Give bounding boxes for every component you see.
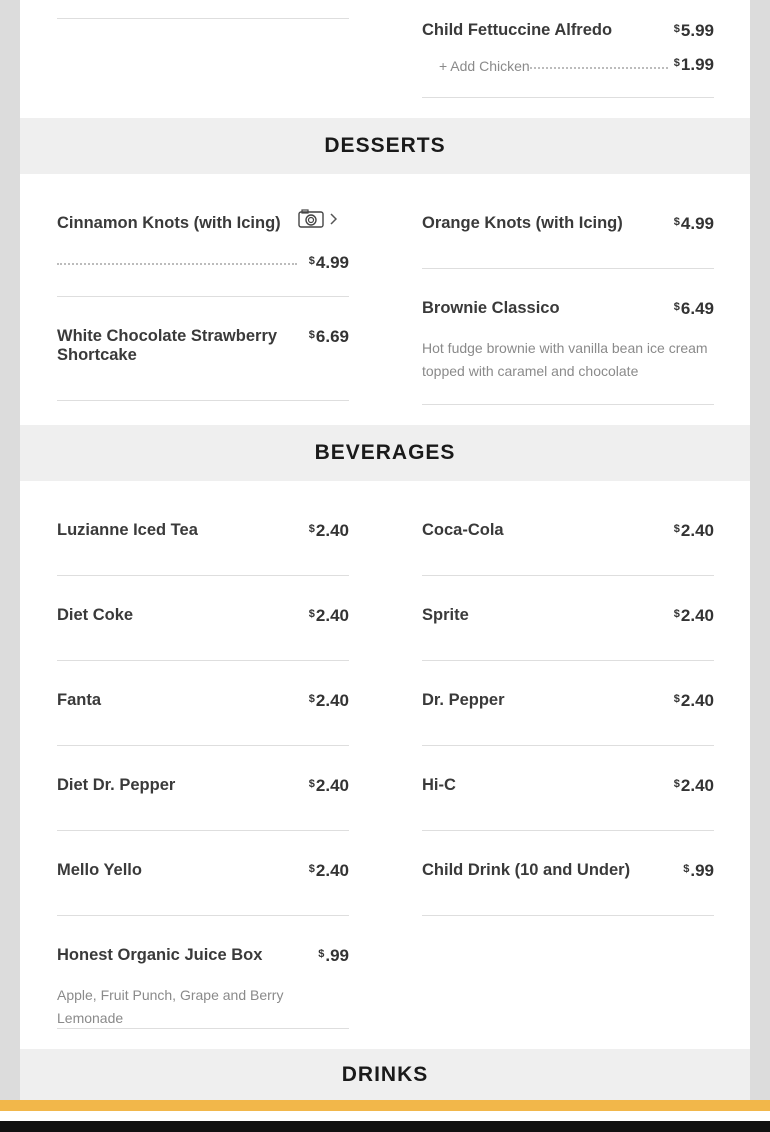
item-price: $2.40 (673, 521, 714, 540)
menu-item-brownie-classico[interactable] (422, 299, 714, 379)
section-header-beverages: BEVERAGES (20, 425, 750, 481)
item-name-line1: White Chocolate Strawberry (57, 327, 278, 345)
dot-leader (57, 263, 297, 265)
divider (422, 660, 714, 661)
item-price: $2.40 (308, 521, 349, 540)
item-name: Child Fettuccine Alfredo (422, 21, 613, 39)
item-name: Dr. Pepper (422, 691, 505, 709)
divider (57, 1028, 349, 1029)
item-price: $2.40 (308, 606, 349, 625)
item-price: $2.40 (308, 776, 349, 795)
menu-item-fanta[interactable] (57, 691, 349, 713)
section-header-drinks: DRINKS (20, 1049, 750, 1100)
item-price: $6.49 (673, 299, 714, 318)
divider (57, 18, 349, 19)
item-description: Apple, Fruit Punch, Grape and Berry Lemonade (57, 987, 284, 1026)
dot-leader (530, 67, 668, 69)
menu-item-sprite[interactable] (422, 606, 714, 628)
item-name: Honest Organic Juice Box (57, 946, 263, 964)
divider (422, 830, 714, 831)
item-name: Fanta (57, 691, 102, 709)
divider (422, 97, 714, 98)
item-name: Diet Coke (57, 606, 134, 624)
menu-item-dr-pepper[interactable] (422, 691, 714, 713)
item-name: Sprite (422, 606, 469, 624)
item-name: Orange Knots (with Icing) (422, 214, 623, 232)
item-price: $2.40 (673, 776, 714, 795)
menu-item-coca-cola[interactable] (422, 521, 714, 543)
item-name: Child Drink (10 and Under) (422, 861, 631, 879)
item-price: $2.40 (308, 691, 349, 710)
footer-bar (0, 1121, 770, 1132)
chevron-right-icon[interactable] (329, 213, 337, 225)
item-name: Cinnamon Knots (with Icing) (57, 214, 281, 232)
camera-icon[interactable] (298, 209, 324, 228)
menu-item-white-choc-shortcake[interactable] (57, 327, 349, 367)
menu-item-hi-c[interactable] (422, 776, 714, 798)
menu-item-honest-juice-box[interactable] (57, 946, 349, 1026)
divider (422, 575, 714, 576)
item-price: $2.40 (673, 691, 714, 710)
item-price: $5.99 (673, 21, 714, 40)
divider (422, 404, 714, 405)
divider (422, 915, 714, 916)
divider (57, 400, 349, 401)
item-price: $2.40 (673, 606, 714, 625)
menu-item-luzianne-iced-tea[interactable] (57, 521, 349, 543)
divider (57, 296, 349, 297)
divider (422, 745, 714, 746)
item-price: $.99 (683, 861, 714, 880)
accent-stripe (0, 1100, 770, 1111)
divider (57, 660, 349, 661)
menu-item-orange-knots[interactable] (422, 214, 714, 244)
item-price: $2.40 (308, 861, 349, 880)
menu-item-diet-coke[interactable] (57, 606, 349, 628)
item-description-line2: topped with caramel and chocolate (422, 363, 639, 379)
divider (422, 268, 714, 269)
item-name: Coca-Cola (422, 521, 504, 539)
divider (57, 575, 349, 576)
section-header-desserts: DESSERTS (20, 118, 750, 174)
addon-price: $1.99 (673, 55, 714, 74)
divider (57, 745, 349, 746)
item-price: $4.99 (308, 253, 349, 272)
item-name: Brownie Classico (422, 299, 560, 317)
divider (57, 830, 349, 831)
item-name: Mello Yello (57, 861, 142, 879)
item-name: Diet Dr. Pepper (57, 776, 176, 794)
addon-label[interactable]: + Add Chicken (439, 58, 530, 74)
menu-item-cinnamon-knots[interactable] (57, 214, 349, 274)
menu-page (20, 0, 750, 1100)
divider (57, 915, 349, 916)
item-price: $4.99 (673, 214, 714, 233)
item-name: Hi-C (422, 776, 456, 794)
item-price: $.99 (318, 946, 349, 965)
item-name-line2: Shortcake (57, 346, 137, 364)
item-description-line1: Hot fudge brownie with vanilla bean ice cream (422, 340, 708, 356)
menu-item-diet-dr-pepper[interactable] (57, 776, 349, 798)
menu-item-child-drink[interactable] (422, 861, 714, 883)
item-price: $6.69 (308, 327, 349, 346)
item-name: Luzianne Iced Tea (57, 521, 198, 539)
menu-item-child-fettuccine[interactable] (422, 21, 714, 81)
menu-item-mello-yello[interactable] (57, 861, 349, 883)
